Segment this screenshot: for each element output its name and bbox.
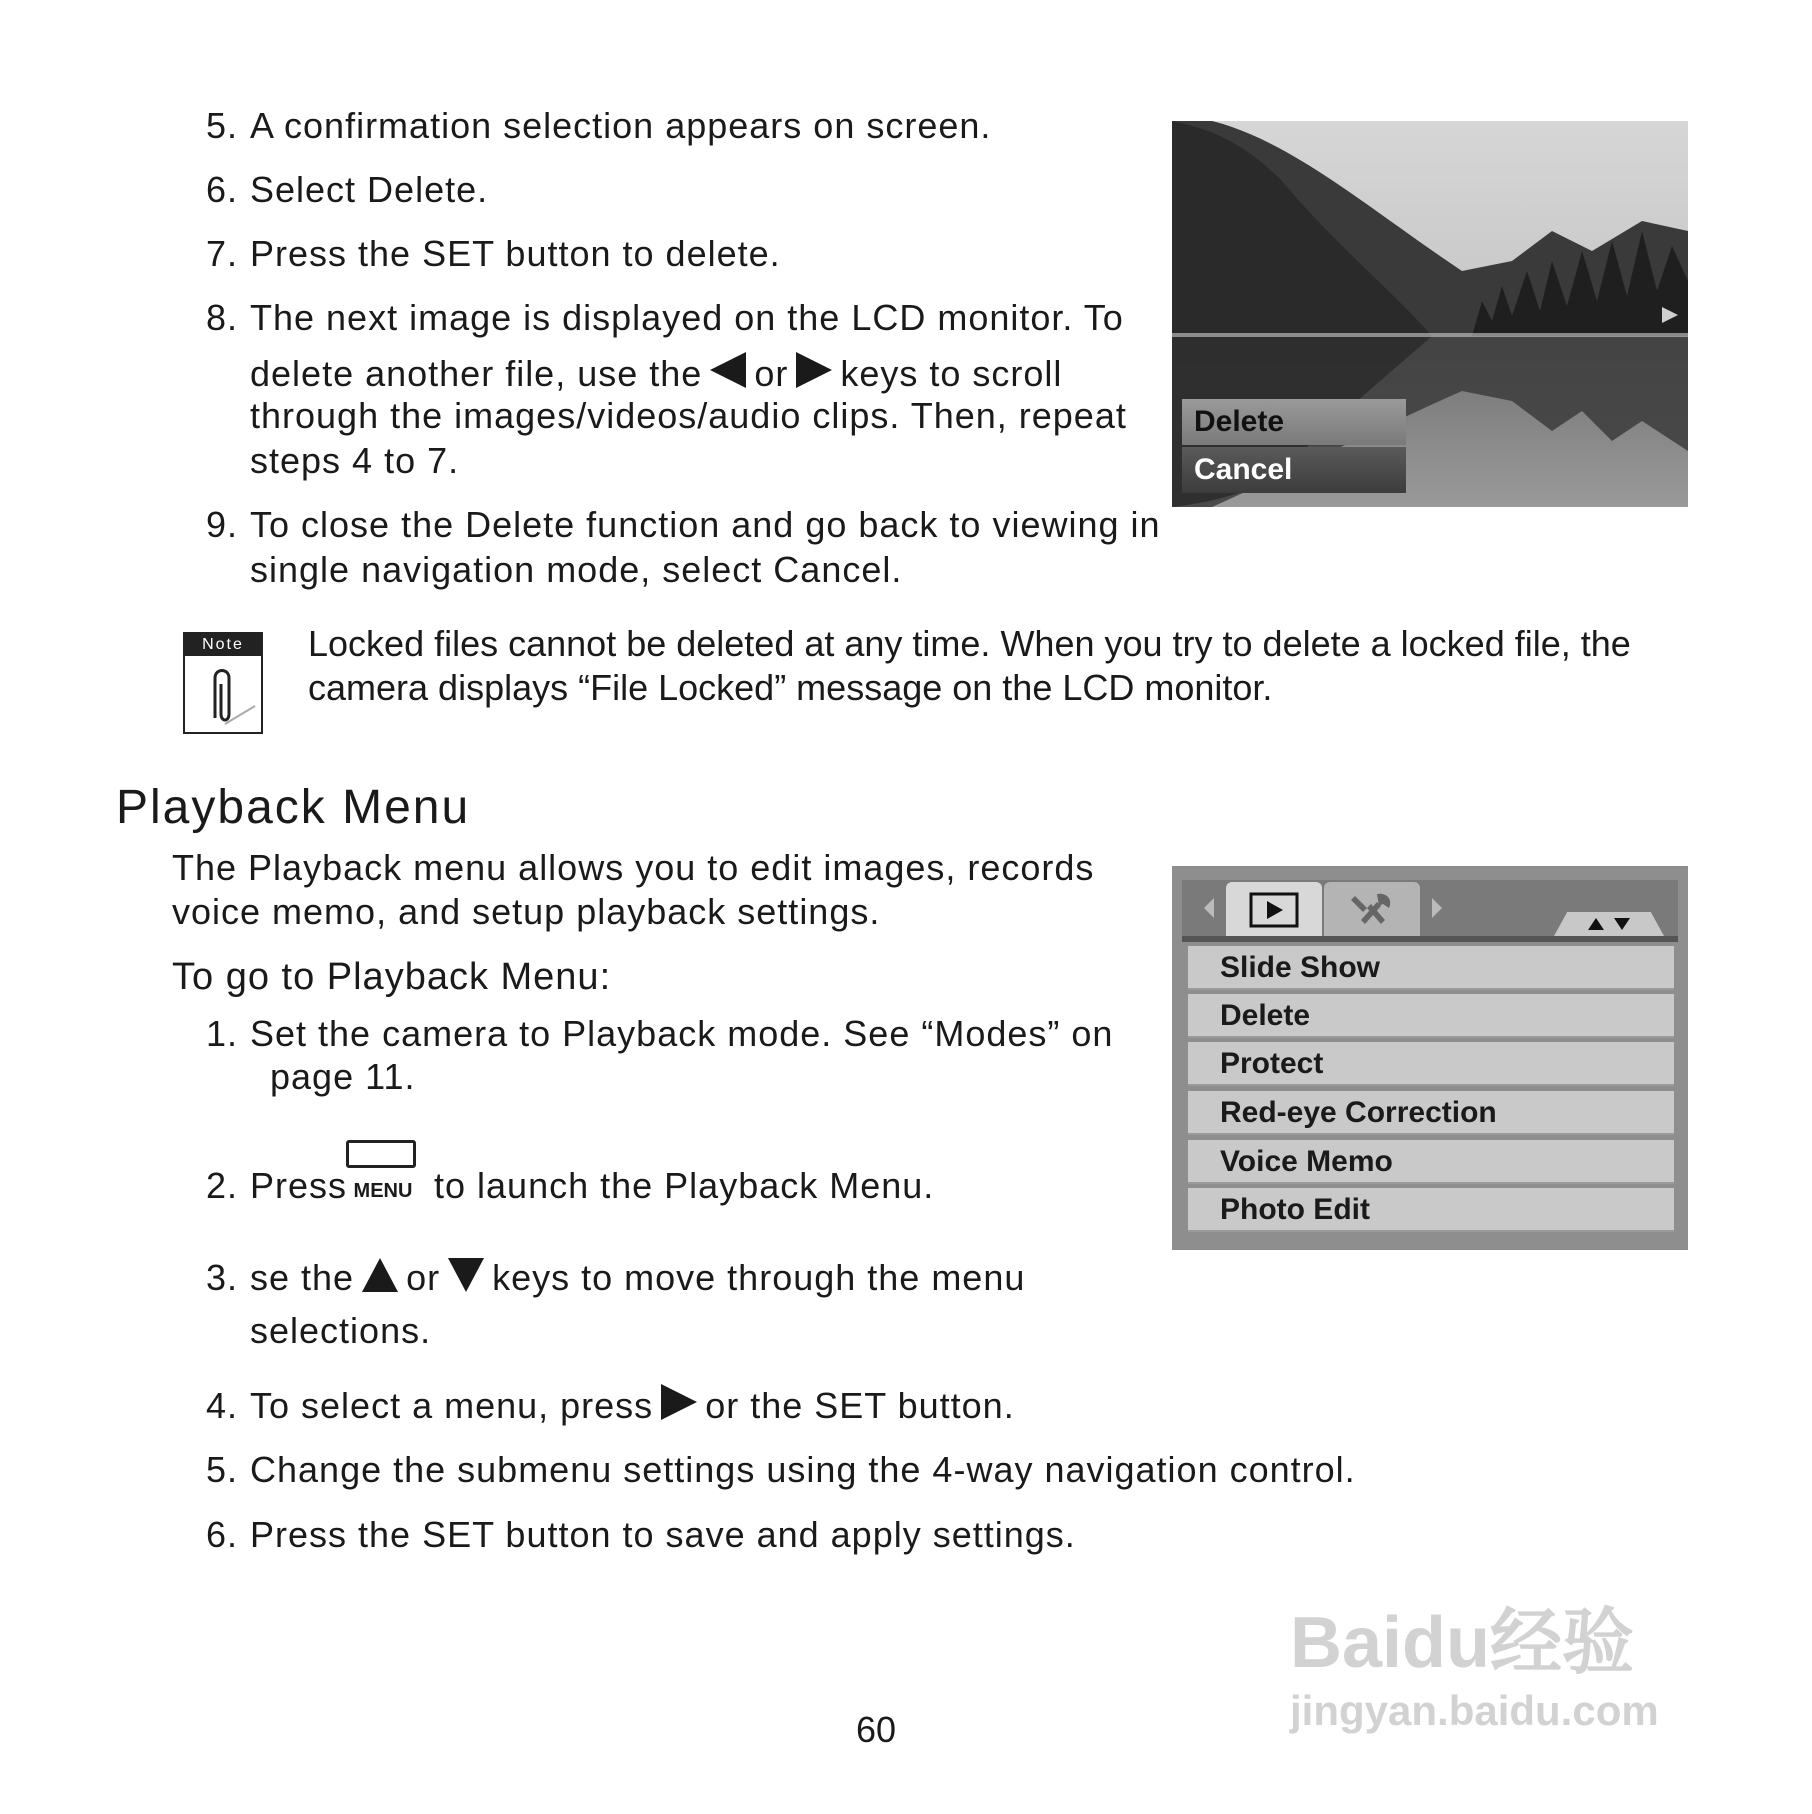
note-label: Note (185, 634, 261, 656)
menu-item-protect[interactable]: Protect (1188, 1042, 1674, 1086)
tab-left-arrow-icon[interactable] (1200, 896, 1220, 920)
step-text: The next image is displayed on the LCD monitor. To (250, 297, 1124, 338)
step-9 (206, 503, 1161, 547)
cancel-option[interactable]: Cancel (1182, 447, 1406, 493)
step-8 (206, 296, 1124, 340)
menu-button-label: MENU (353, 1180, 413, 1202)
step-2-text: to launch the Playback Menu. (434, 1165, 935, 1206)
section-subhead: To go to Playback Menu: (172, 956, 612, 998)
play-tab-icon (1249, 892, 1299, 928)
step-1-line-2: page 11. (270, 1056, 416, 1097)
step-4: 4. To select a menu, press or the SET button. (206, 1385, 1015, 1426)
menu-item-photo-edit[interactable]: Photo Edit (1188, 1188, 1674, 1232)
note-icon (183, 632, 263, 734)
step-number: 7. (206, 233, 239, 274)
menu-item-delete[interactable]: Delete (1188, 994, 1674, 1038)
down-arrow-key-icon (448, 1258, 484, 1292)
step-text: To close the Delete function and go back to viewing in (250, 504, 1161, 545)
step-8-line-2: delete another file, use the or keys to scroll (250, 353, 1063, 394)
step-9-line-2: single navigation mode, select Cancel. (250, 549, 903, 590)
menu-item-voice-memo[interactable]: Voice Memo (1188, 1140, 1674, 1184)
step-2: 2. Press (206, 1165, 348, 1206)
playback-menu-screen (1172, 866, 1688, 1250)
step-text: A confirmation selection appears on screen. (250, 105, 992, 146)
step-3-line-2: selections. (250, 1310, 432, 1351)
tab-setup[interactable] (1324, 882, 1420, 936)
note-text: Locked files cannot be deleted at any time. When you try to delete a locked file, the camera displays “File Locked” message on the LCD monitor. (308, 623, 1631, 708)
step-6b: 6. Press the SET button to save and apply settings. (206, 1514, 1076, 1555)
menu-item-slide-show[interactable]: Slide Show (1188, 946, 1674, 990)
right-arrow-key-icon (796, 352, 832, 388)
tab-right-arrow-icon[interactable] (1426, 896, 1446, 920)
step-5b: 5. Change the submenu settings using the 4-way navigation control. (206, 1449, 1356, 1490)
section-intro: The Playback menu allows you to edit images, records voice memo, and setup playback settings. (172, 847, 1095, 932)
step-8-line-3: through the images/videos/audio clips. Then, repeat (250, 395, 1127, 436)
up-down-arrows-icon (1554, 912, 1664, 936)
menu-item-red-eye-correction[interactable]: Red-eye Correction (1188, 1091, 1674, 1135)
watermark-url: jingyan.baidu.com (1290, 1687, 1659, 1734)
page-number: 60 (856, 1709, 897, 1750)
step-3: 3. se the or keys to move through the menu (206, 1257, 1026, 1298)
step-7 (206, 232, 781, 276)
step-text: Press the SET button to delete. (250, 233, 781, 274)
step-text: Select Delete. (250, 169, 489, 210)
step-5 (206, 104, 991, 148)
watermark-brand: Baidu经验 (1290, 1603, 1635, 1683)
baidu-watermark (1290, 1600, 1730, 1760)
right-arrow-key-icon (661, 1384, 697, 1420)
step-6 (206, 168, 488, 212)
step-number: 9. (206, 504, 239, 545)
paperclip-icon (185, 656, 261, 732)
step-1: 1. Set the camera to Playback mode. See “Modes” on (206, 1013, 1114, 1054)
scroll-indicator (1554, 912, 1664, 936)
tab-playback[interactable] (1226, 882, 1322, 936)
step-number: 5. (206, 105, 239, 146)
delete-confirmation-screen (1172, 121, 1688, 507)
step-8-line-4: steps 4 to 7. (250, 440, 460, 481)
up-arrow-key-icon (362, 1258, 398, 1292)
setup-tools-icon (1347, 890, 1397, 930)
delete-option[interactable]: Delete (1182, 399, 1406, 445)
step-number: 6. (206, 169, 239, 210)
left-arrow-key-icon (710, 352, 746, 388)
menu-button-icon (346, 1140, 420, 1210)
step-number: 8. (206, 297, 239, 338)
section-title: Playback Menu (116, 781, 471, 834)
